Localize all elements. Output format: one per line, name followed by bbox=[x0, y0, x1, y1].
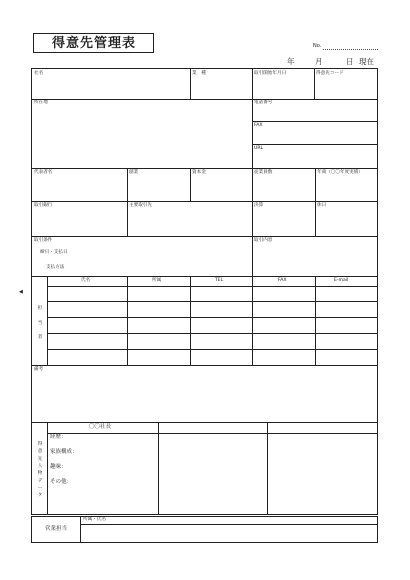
career-label: 経歴： bbox=[50, 434, 67, 440]
col-name-header: 氏名 bbox=[81, 278, 91, 283]
rule bbox=[32, 365, 377, 366]
terms-label: 取引条件 bbox=[34, 238, 53, 243]
date-day-label: 日 bbox=[346, 57, 354, 66]
rule bbox=[314, 69, 315, 99]
rule bbox=[252, 276, 253, 365]
rule bbox=[47, 422, 48, 514]
col-email-header: E-mail bbox=[334, 278, 349, 283]
annual-sales-label: 年商（〇〇年度実績） bbox=[317, 170, 363, 175]
rule bbox=[252, 69, 253, 168]
rule bbox=[47, 301, 377, 302]
page-title: 得意先管理表 bbox=[33, 33, 154, 53]
date-genzai-label: 現在 bbox=[359, 57, 374, 66]
industry-label: 業 種 bbox=[192, 71, 206, 76]
rule bbox=[32, 276, 377, 277]
founded-label: 創業 bbox=[129, 170, 139, 175]
employees-label: 従業員数 bbox=[254, 170, 273, 175]
rule bbox=[47, 433, 377, 434]
rule bbox=[32, 99, 377, 100]
rule bbox=[267, 422, 268, 514]
rule bbox=[158, 422, 159, 514]
closing-date-label: 締日・支払日 bbox=[40, 250, 68, 255]
company-name-label: 社名 bbox=[34, 71, 44, 76]
col-tel-header: TEL bbox=[215, 278, 224, 283]
rule bbox=[80, 517, 81, 542]
holiday-label: 休日 bbox=[317, 203, 327, 208]
rule bbox=[315, 168, 316, 236]
col-dept-header: 所属 bbox=[152, 278, 162, 283]
rule bbox=[47, 276, 48, 365]
hobby-label: 趣味： bbox=[50, 464, 67, 470]
rule bbox=[47, 333, 377, 334]
rule bbox=[252, 144, 377, 145]
rule bbox=[47, 286, 377, 287]
sales-section bbox=[31, 516, 378, 543]
url-label: URL bbox=[254, 146, 264, 151]
date-month-label: 月 bbox=[315, 57, 323, 66]
business-content-label: 取引内容 bbox=[254, 238, 273, 243]
rule bbox=[80, 524, 377, 525]
address-label: 所在地 bbox=[34, 100, 48, 105]
rule bbox=[127, 168, 128, 236]
number-label: No. bbox=[313, 43, 322, 49]
rule bbox=[252, 168, 253, 276]
rule bbox=[190, 168, 191, 201]
sales-head-label: 所属・氏名 bbox=[83, 517, 106, 522]
rule bbox=[252, 121, 377, 122]
representative-label: 代表者名 bbox=[34, 170, 53, 175]
col-fax-header: FAX bbox=[278, 278, 287, 283]
bank-label: 取引銀行 bbox=[34, 203, 53, 208]
rule bbox=[32, 168, 377, 169]
payment-method-label: 支払方法 bbox=[46, 265, 65, 270]
fax-label: FAX bbox=[254, 123, 263, 128]
other-label: その他： bbox=[50, 479, 73, 485]
date-year-label: 年 bbox=[287, 57, 295, 66]
sales-rep-label: 営業担当 bbox=[45, 526, 68, 532]
rule bbox=[315, 276, 316, 365]
notes-label: 備考 bbox=[34, 367, 44, 372]
rule bbox=[190, 69, 191, 99]
phone-label: 電話番号 bbox=[254, 100, 273, 105]
rule bbox=[47, 349, 377, 350]
rule bbox=[32, 422, 377, 423]
number-field[interactable] bbox=[323, 49, 378, 50]
rule bbox=[32, 236, 377, 237]
page-arrow-icon[interactable]: ◀ bbox=[19, 289, 23, 295]
customer-form bbox=[31, 68, 378, 515]
settlement-label: 決算 bbox=[254, 203, 264, 208]
contact-person-label: 担 当 者 bbox=[37, 306, 43, 341]
profile-column-head: 〇〇社長 bbox=[89, 424, 112, 430]
customer-code-label: 得意先コード bbox=[316, 71, 344, 76]
start-date-label: 取引開始年月日 bbox=[254, 71, 287, 76]
rule bbox=[127, 276, 128, 365]
rule bbox=[190, 276, 191, 365]
profile-label: 得 意 先 人 物 デ ー タ bbox=[37, 442, 43, 499]
main-clients-label: 主要取引先 bbox=[129, 203, 152, 208]
rule bbox=[47, 317, 377, 318]
capital-label: 資本金 bbox=[192, 170, 206, 175]
rule bbox=[32, 201, 377, 202]
family-label: 家族構成： bbox=[50, 449, 78, 455]
